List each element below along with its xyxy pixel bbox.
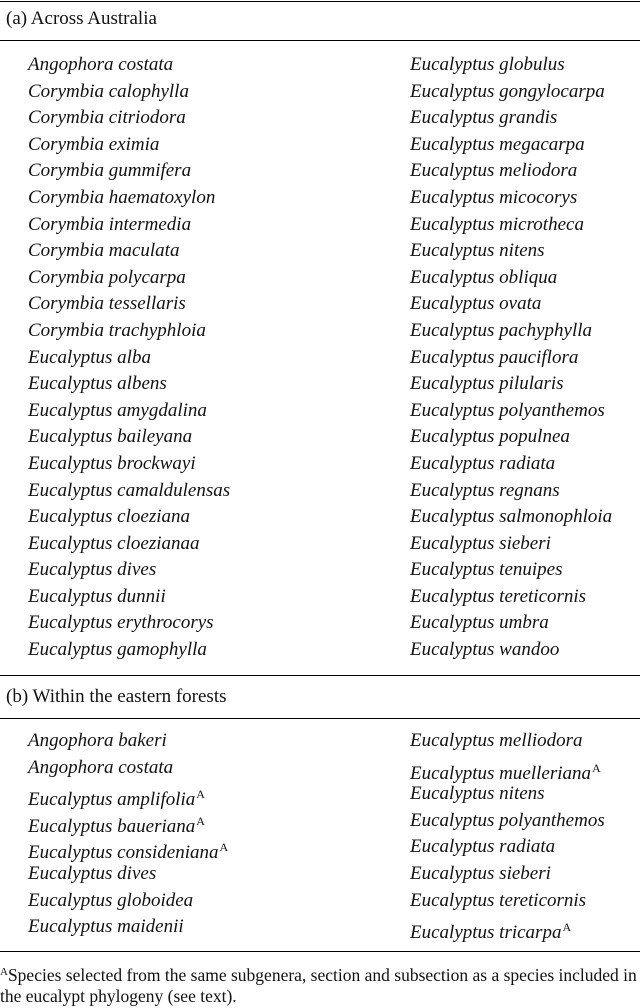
species-name: Eucalyptus polyanthemos: [410, 809, 605, 831]
species-item: Corymbia citriodora: [28, 107, 186, 129]
species-item: Eucalyptus microtheca: [410, 213, 584, 235]
species-name: Eucalyptus globoidea: [28, 889, 194, 911]
section-a-right-column: [410, 52, 612, 664]
species-item: Eucalyptus umbra: [410, 612, 549, 634]
species-name: Angophora costata: [28, 756, 174, 778]
species-item: [28, 834, 229, 864]
section-b-heading: (b) Within the eastern forests: [6, 686, 227, 707]
species-item: [410, 861, 605, 888]
species-item: [410, 888, 605, 915]
species-item: [28, 808, 228, 835]
species-name: Eucalyptus radiata: [410, 836, 556, 858]
footnote: [0, 962, 640, 1007]
species-item: Eucalyptus dives: [28, 559, 157, 581]
species-item: Eucalyptus tenuipes: [410, 559, 563, 581]
species-item: Corymbia intermedia: [28, 213, 192, 235]
species-item: Eucalyptus radiata: [410, 452, 556, 474]
species-item: Eucalyptus baileyana: [28, 426, 193, 448]
footnote-marker: A: [196, 813, 205, 828]
species-item: Angophora costata: [28, 54, 174, 75]
species-item: Eucalyptus pachyphylla: [410, 319, 593, 341]
footnote-marker: A: [592, 760, 601, 775]
species-item: Eucalyptus amygdalina: [28, 399, 207, 421]
species-item: [410, 834, 605, 861]
species-item: Eucalyptus salmonophloia: [410, 506, 613, 528]
species-item: [410, 781, 605, 808]
species-item: [28, 781, 228, 811]
species-name: Eucalyptus baueriana: [28, 815, 196, 837]
species-item: Eucalyptus meliodora: [410, 160, 578, 182]
species-item: Eucalyptus grandis: [410, 107, 558, 129]
species-item: Eucalyptus cloeziana: [28, 506, 190, 528]
species-name: Eucalyptus melliodora: [410, 730, 583, 751]
species-item: Corymbia haematoxylon: [28, 186, 216, 208]
species-item: Eucalyptus tereticornis: [410, 585, 587, 607]
species-item: Eucalyptus albens: [28, 373, 167, 395]
species-item: Eucalyptus erythrocorys: [28, 612, 214, 634]
section-divider-rule: [0, 675, 640, 676]
footnote-mark: A: [0, 966, 8, 978]
species-item: [410, 755, 605, 782]
species-name: Eucalyptus tricarpa: [410, 922, 562, 944]
species-item: Eucalyptus nitens: [410, 240, 545, 262]
species-item: Eucalyptus regnans: [410, 479, 560, 501]
species-item: [28, 914, 228, 941]
section-a-heading: (a) Across Australia: [6, 8, 157, 29]
species-item: Corymbia trachyphloia: [28, 319, 206, 341]
species-name: Eucalyptus sieberi: [410, 862, 551, 884]
species-item: Eucalyptus micocorys: [410, 186, 578, 208]
footnote-marker: A: [562, 920, 572, 935]
footnote-text: Species selected from the same subgenera, section and subsection as a species included in the eucalypt phylogeny (see text).: [0, 965, 637, 1006]
species-name: Eucalyptus amplifolia: [28, 789, 196, 811]
species-name: Eucalyptus muelleriana: [410, 762, 591, 784]
species-item: Eucalyptus megacarpa: [410, 133, 585, 155]
species-item: Corymbia eximia: [28, 133, 160, 155]
footnote-marker: A: [219, 840, 229, 855]
section-b-left-column: [28, 728, 228, 941]
species-item: [28, 861, 228, 888]
section-b-right-column: [410, 728, 605, 944]
species-item: Eucalyptus polyanthemos: [410, 399, 605, 421]
species-item: Eucalyptus brockwayi: [28, 452, 196, 474]
species-item: Corymbia tessellaris: [28, 293, 186, 315]
species-item: Eucalyptus gamophylla: [28, 639, 207, 661]
top-rule: [0, 1, 640, 2]
species-name: Eucalyptus dives: [28, 862, 157, 884]
species-name: Eucalyptus maidenii: [28, 916, 184, 938]
bottom-rule: [0, 951, 640, 952]
species-item: [410, 728, 605, 755]
species-item: Eucalyptus gongylocarpa: [410, 80, 605, 102]
species-item: Corymbia gummifera: [28, 160, 192, 182]
species-item: Eucalyptus globulus: [410, 54, 565, 75]
section-a-rule: [0, 40, 640, 41]
species-item: Eucalyptus sieberi: [410, 532, 551, 554]
species-item: Eucalyptus populnea: [410, 426, 570, 448]
species-name: Angophora bakeri: [28, 730, 167, 751]
species-item: [410, 808, 605, 835]
section-a-left-column: [28, 52, 230, 664]
species-item: Eucalyptus pauciflora: [410, 346, 579, 368]
species-item: [28, 888, 228, 915]
species-item: Eucalyptus cloezianaa: [28, 532, 200, 554]
species-item: Eucalyptus camaldulensas: [28, 479, 231, 501]
footnote-marker: A: [196, 787, 205, 802]
species-item: [28, 728, 228, 755]
species-item: Eucalyptus ovata: [410, 293, 542, 315]
species-item: [410, 914, 605, 944]
species-item: Eucalyptus obliqua: [410, 266, 558, 288]
species-item: Eucalyptus dunnii: [28, 585, 166, 607]
species-name: Eucalyptus consideniana: [28, 842, 219, 864]
section-b-rule: [0, 718, 640, 719]
species-item: Corymbia polycarpa: [28, 266, 186, 288]
species-name: Eucalyptus nitens: [410, 783, 545, 805]
species-item: [28, 755, 228, 782]
species-item: Corymbia calophylla: [28, 80, 189, 102]
species-name: Eucalyptus tereticornis: [410, 889, 587, 911]
species-item: Eucalyptus pilularis: [410, 373, 564, 395]
species-item: Eucalyptus wandoo: [410, 639, 560, 661]
species-item: Corymbia maculata: [28, 240, 180, 262]
species-item: Eucalyptus alba: [28, 346, 151, 368]
